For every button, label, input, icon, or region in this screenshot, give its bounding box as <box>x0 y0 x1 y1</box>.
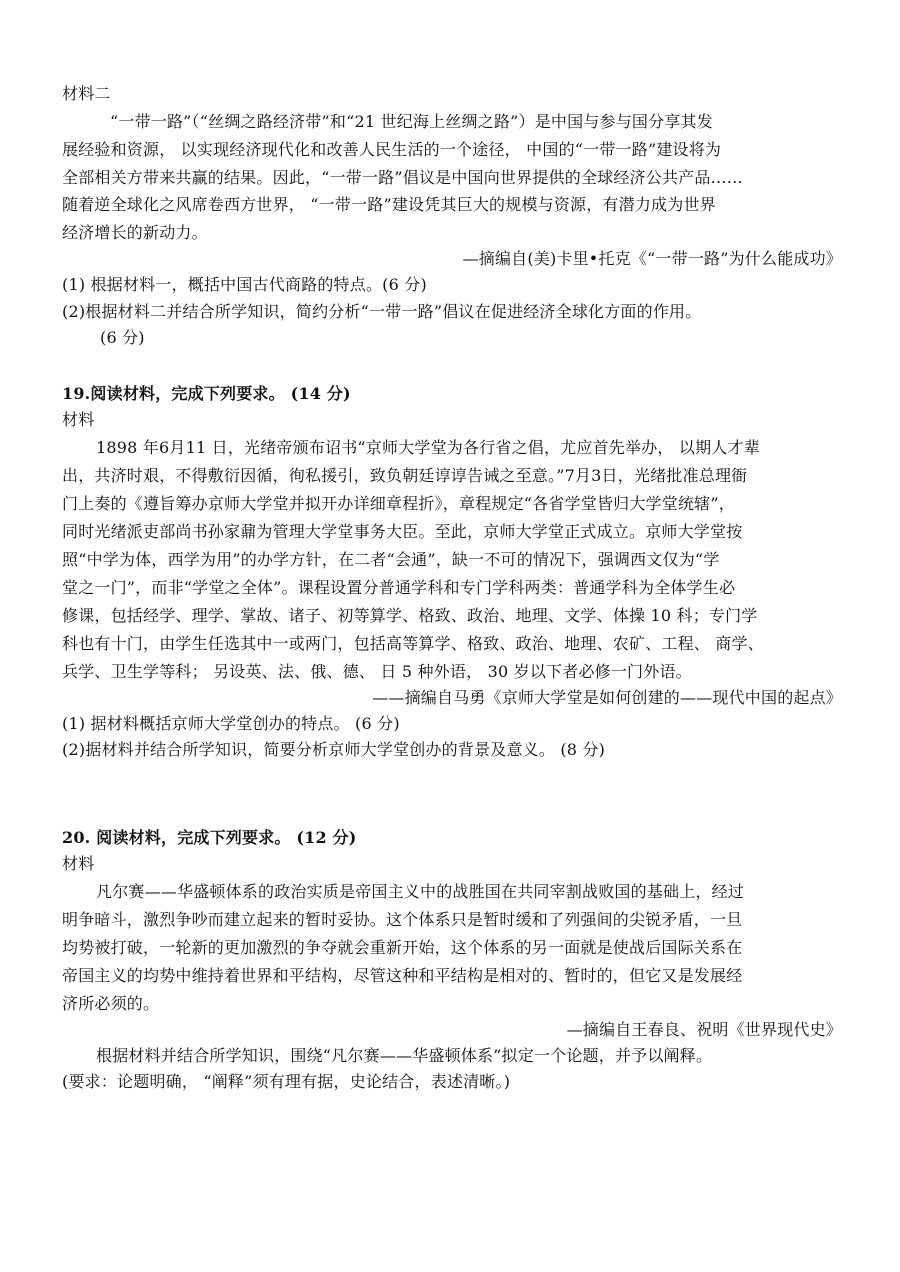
question-19-sub-1: (1) 据材料概括京师大学堂创办的特点。 (6 分) <box>62 714 400 733</box>
q19-line-5: 照“中学为体，西学为用”的办学方针，在二者“会通”，缺一不可的情况下，强调西文仅为“学 <box>62 550 720 569</box>
material2-line-1: “一带一路”（“丝绸之路经济带”和“21 世纪海上丝绸之路”）是中国与参与国分享其发 <box>110 112 713 131</box>
material2-line-5: 经济增长的新动力。 <box>62 223 208 242</box>
q19-line-6: 堂之一门”，而非“学堂之全体”。课程设置分普通学科和专门学科两类：普通学科为全体学生必 <box>62 578 736 597</box>
q20-line-3: 均势被打破，一轮新的更加激烈的争夺就会重新开始，这个体系的另一面就是使战后国际关系在 <box>62 938 743 957</box>
q19-line-3: 门上奏的《遵旨筹办京师大学堂并拟开办详细章程折》，章程规定“各省学堂皆归大学堂统辖”， <box>62 494 735 513</box>
q20-line-1: 凡尔赛——华盛顿体系的政治实质是帝国主义中的战胜国在共同宰割战败国的基础上，经过 <box>96 882 745 901</box>
material2-line-3: 全部相关方带来共赢的结果。因此，“一带一路”倡议是中国向世界提供的全球经济公共产品…… <box>62 168 743 187</box>
question-20-task: 根据材料并结合所学知识，围绕“凡尔赛——华盛顿体系”拟定一个论题，并予以阐释。 <box>96 1046 713 1065</box>
q19-line-2: 出，共济时艰，不得敷衍因循，徇私援引，致负朝廷谆谆告诫之至意。”7月3日，光绪批准总理衙 <box>62 466 748 485</box>
q19-line-9: 兵学、卫生学等科； 另设英、法、俄、德、 日 5 种外语， 30 岁以下者必修一门外语。 <box>62 662 692 681</box>
question-19-source: ——摘编自马勇《京师大学堂是如何创建的——现代中国的起点》 <box>372 688 842 707</box>
q19-line-1: 1898 年6月11 日，光绪帝颁布诏书“京师大学堂为各行省之倡，尤应首先举办， 以期人才辈 <box>96 438 760 457</box>
material2-line-2: 展经验和资源， 以实现经济现代化和改善人民生活的一个途径， 中国的“一带一路”建设将为 <box>62 140 722 159</box>
question-20-title: 20. 阅读材料，完成下列要求。 (12 分) <box>62 828 357 847</box>
q20-line-2: 明争暗斗，激烈争吵而建立起来的暂时妥协。这个体系只是暂时缓和了列强间的尖锐矛盾，一旦 <box>62 910 743 929</box>
material2-line-4: 随着逆全球化之风席卷西方世界， “一带一路”建设凭其巨大的规模与资源，有潜力成为世界 <box>62 195 716 214</box>
question-20-source: —摘编自王春良、祝明《世界现代史》 <box>566 1020 842 1039</box>
question-19-title: 19.阅读材料，完成下列要求。 (14 分) <box>62 384 351 403</box>
material2-question-2-score: (6 分) <box>100 328 145 347</box>
material2-question-2: (2)根据材料二并结合所学知识，简约分析“一带一路”倡议在促进经济全球化方面的作用。 <box>62 302 702 321</box>
material2-source: —摘编自(美)卡里•托克《“一带一路”为什么能成功》 <box>462 249 842 268</box>
q20-line-5: 济所必须的。 <box>62 994 160 1013</box>
material2-label: 材料二 <box>62 84 111 103</box>
material2-question-1: (1) 根据材料一，概括中国古代商路的特点。(6 分) <box>62 275 427 294</box>
question-19-sub-2: (2)据材料并结合所学知识，简要分析京师大学堂创办的背景及意义。 (8 分) <box>62 740 606 759</box>
q19-line-8: 科也有十门，由学生任选其中一或两门，包括高等算学、格致、政治、地理、农矿、工程、 商学、 <box>62 634 764 653</box>
q19-line-7: 修课，包括经学、理学、掌故、诸子、初等算学、格致、政治、地理、文学、体操 10 科；专门学 <box>62 606 758 625</box>
q19-line-4: 同时光绪派吏部尚书孙家鼐为管理大学堂事务大臣。至此，京师大学堂正式成立。京师大学堂按 <box>62 522 743 541</box>
question-19-material-label: 材料 <box>62 410 95 429</box>
question-20-requirement: (要求：论题明确， “阐释”须有理有据，史论结合，表述清晰。) <box>62 1072 511 1091</box>
question-20-material-label: 材料 <box>62 854 95 873</box>
q20-line-4: 帝国主义的均势中维持着世界和平结构，尽管这种和平结构是相对的、暂时的，但它又是发展经 <box>62 966 743 985</box>
